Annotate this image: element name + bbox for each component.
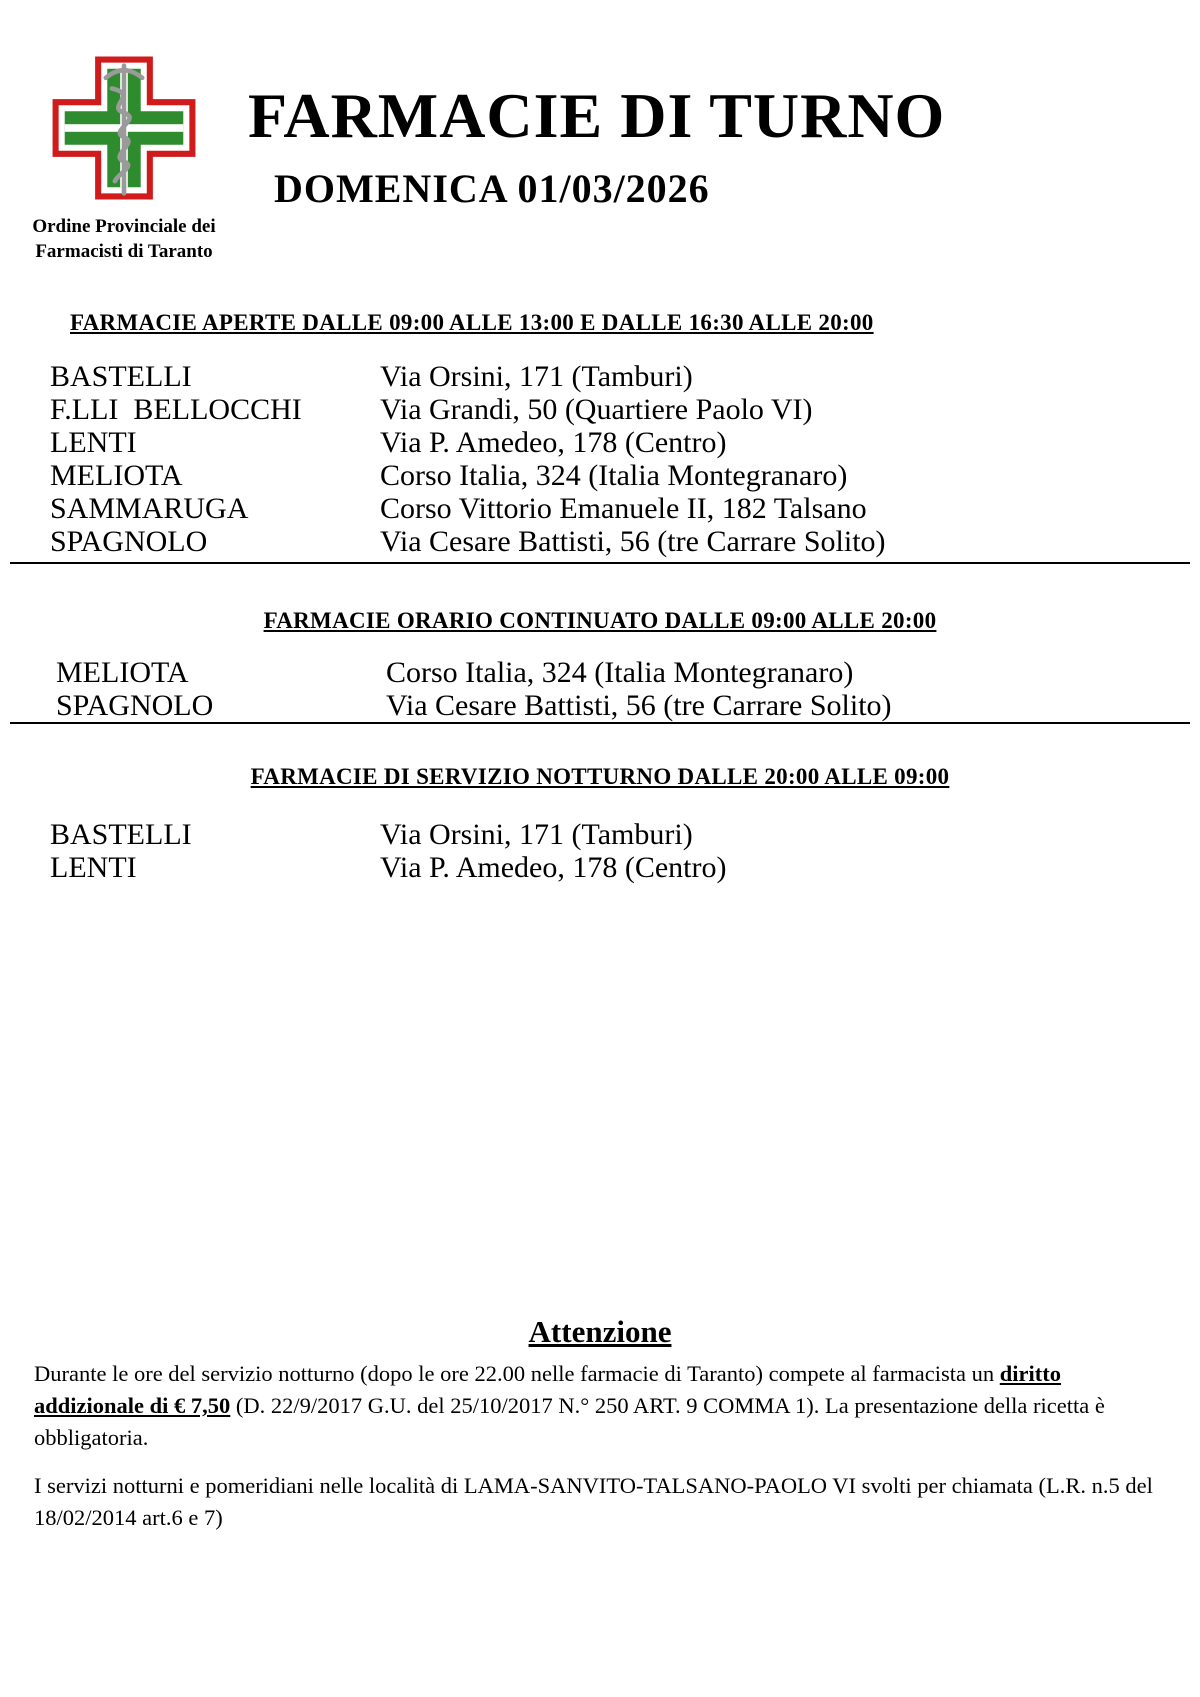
pharmacy-list [0, 360, 1200, 558]
pharmacy-row [0, 818, 1200, 851]
notice-paragraph-2: I servizi notturni e pomeridiani nelle località di LAMA-SANVITO-TALSANO-PAOLO VI svolti per chiamata (L.R. n.5 del 18/02/2014 art.6 e 7) [34, 1472, 1153, 1530]
pharmacy-address: Corso Italia, 324 (Italia Montegranaro) [380, 459, 848, 493]
section-continuous-hours [0, 608, 1200, 724]
org-name: Ordine Provinciale dei Farmacisti di Taranto [32, 216, 216, 262]
pharmacy-name: MELIOTA [50, 459, 183, 493]
pharmacy-row [0, 393, 1200, 426]
notice-p1-text: Durante le ore del servizio notturno (dopo le ore 22.00 nelle farmacie di Taranto) compete al farmacista un [34, 1361, 1000, 1386]
section-heading: FARMACIE ORARIO CONTINUATO DALLE 09:00 ALLE 20:00 [263, 608, 937, 634]
pharmacy-row [0, 459, 1200, 492]
pharmacy-row [0, 689, 1200, 722]
pharmacy-name: SPAGNOLO [50, 525, 208, 559]
notice-p1-surcharge: diritto addizionale di € 7,50 [34, 1361, 1062, 1418]
pharmacy-name: BASTELLI [50, 360, 192, 394]
section-divider [10, 722, 1190, 724]
title-block [248, 52, 945, 212]
pharmacy-row [0, 525, 1200, 558]
pharmacy-cross-caduceus-icon [48, 52, 200, 204]
pharmacy-address: Via P. Amedeo, 178 (Centro) [380, 851, 727, 885]
document-date: DOMENICA 01/03/2026 [274, 166, 710, 212]
pharmacy-name: SPAGNOLO [56, 689, 214, 723]
pharmacy-row [0, 492, 1200, 525]
page-title: FARMACIE DI TURNO [248, 80, 946, 151]
pharmacy-address: Via Orsini, 171 (Tamburi) [380, 818, 693, 852]
section-heading: FARMACIE APERTE DALLE 09:00 ALLE 13:00 E DALLE 16:30 ALLE 20:00 [70, 310, 874, 336]
section-divider [10, 562, 1190, 564]
pharmacy-row [0, 656, 1200, 689]
pharmacy-name: LENTI [50, 426, 137, 460]
logo-block [0, 52, 248, 264]
pharmacy-list [0, 818, 1200, 884]
pharmacy-address: Corso Vittorio Emanuele II, 182 Talsano [380, 492, 867, 526]
pharmacy-address: Via Cesare Battisti, 56 (tre Carrare Solito) [386, 689, 892, 723]
section-open-split-hours [0, 310, 1200, 564]
pharmacy-name: LENTI [50, 851, 137, 885]
notice-title: Attenzione [528, 1314, 672, 1349]
notice-p1-text-after: (D. 22/9/2017 G.U. del 25/10/2017 N.° 250 ART. 9 COMMA 1). La presentazione della ricetta è obbligatoria. [34, 1392, 1105, 1450]
pharmacy-row [0, 426, 1200, 459]
pharmacy-address: Via Orsini, 171 (Tamburi) [380, 360, 693, 394]
pharmacy-address: Via P. Amedeo, 178 (Centro) [380, 426, 727, 460]
pharmacy-list [0, 656, 1200, 722]
notice-paragraph-1 [34, 1358, 1160, 1454]
pharmacy-row [0, 851, 1200, 884]
pharmacy-name: BASTELLI [50, 818, 192, 852]
document-header [0, 0, 1200, 264]
pharmacy-address: Corso Italia, 324 (Italia Montegranaro) [386, 656, 854, 690]
pharmacy-name: MELIOTA [56, 656, 189, 690]
pharmacy-name: SAMMARUGA [50, 492, 249, 526]
section-heading: FARMACIE DI SERVIZIO NOTTURNO DALLE 20:00 ALLE 09:00 [250, 764, 950, 790]
pharmacy-address: Via Cesare Battisti, 56 (tre Carrare Solito) [380, 525, 886, 559]
pharmacy-row [0, 360, 1200, 393]
pharmacy-address: Via Grandi, 50 (Quartiere Paolo VI) [380, 393, 813, 427]
pharmacy-name: F.LLI BELLOCCHI [50, 393, 302, 427]
section-night-service [0, 764, 1200, 884]
notice-block [0, 1314, 1200, 1534]
